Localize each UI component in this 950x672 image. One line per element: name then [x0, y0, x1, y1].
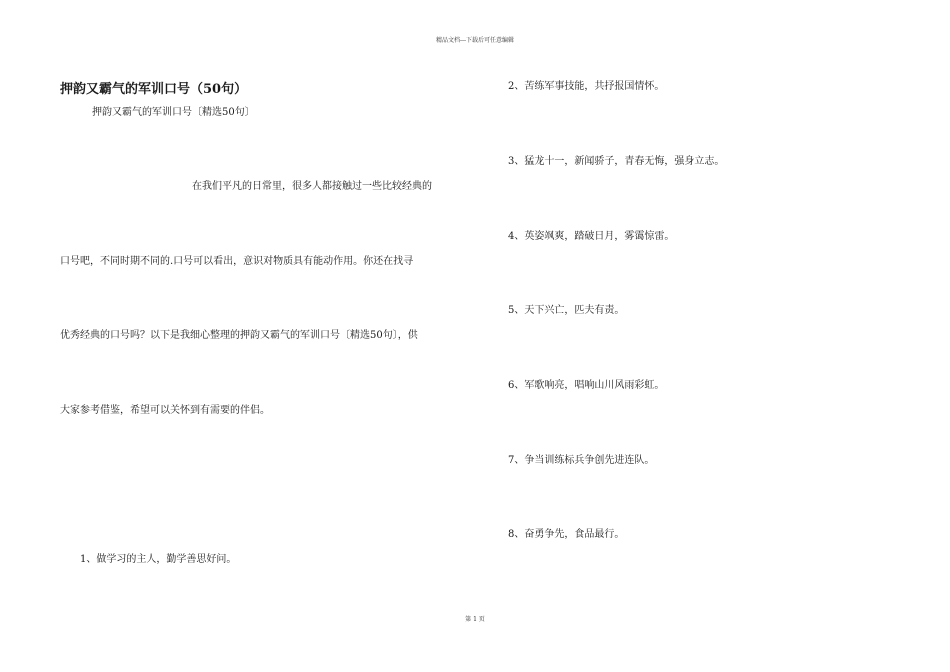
- page-number: 第 1 页: [465, 616, 485, 623]
- list-item-4: 4、英姿飒爽，踏破日月，雾霭惊雷。: [508, 231, 675, 242]
- list-item-6: 6、军歌响亮，唱响山川风雨彩虹。: [508, 380, 665, 391]
- intro-line-4: 大家参考借鉴，希望可以关怀到有需要的伴侣。: [60, 405, 270, 416]
- intro-line-1: 在我们平凡的日常里，很多人都接触过一些比较经典的: [192, 181, 432, 192]
- intro-line-2: 口号吧，不同时期不同的.口号可以看出，意识对物质具有能动作用。你还在找寻: [60, 256, 414, 267]
- list-item-2: 2、苦练军事技能，共抒报国情怀。: [508, 81, 665, 92]
- intro-line-3: 优秀经典的口号吗？以下是我细心整理的押韵又霸气的军训口号〔精选50句〕，供: [60, 330, 418, 341]
- document-subtitle: 押韵又霸气的军训口号〔精选50句〕: [92, 107, 255, 118]
- list-item-8: 8、奋勇争先，食品最行。: [508, 529, 625, 540]
- list-item-3: 3、猛龙十一，新闻骄子，青春无悔，强身立志。: [508, 156, 725, 167]
- page-header: 精品文档---下载后可任意编辑: [435, 37, 515, 44]
- list-item-5: 5、天下兴亡，匹夫有责。: [508, 305, 625, 316]
- list-item-7: 7、争当训练标兵争创先进连队。: [508, 455, 655, 466]
- document-title: 押韵又霸气的军训口号（50句）: [60, 82, 248, 97]
- list-item-1: 1、做学习的主人，勤学善思好问。: [80, 554, 237, 565]
